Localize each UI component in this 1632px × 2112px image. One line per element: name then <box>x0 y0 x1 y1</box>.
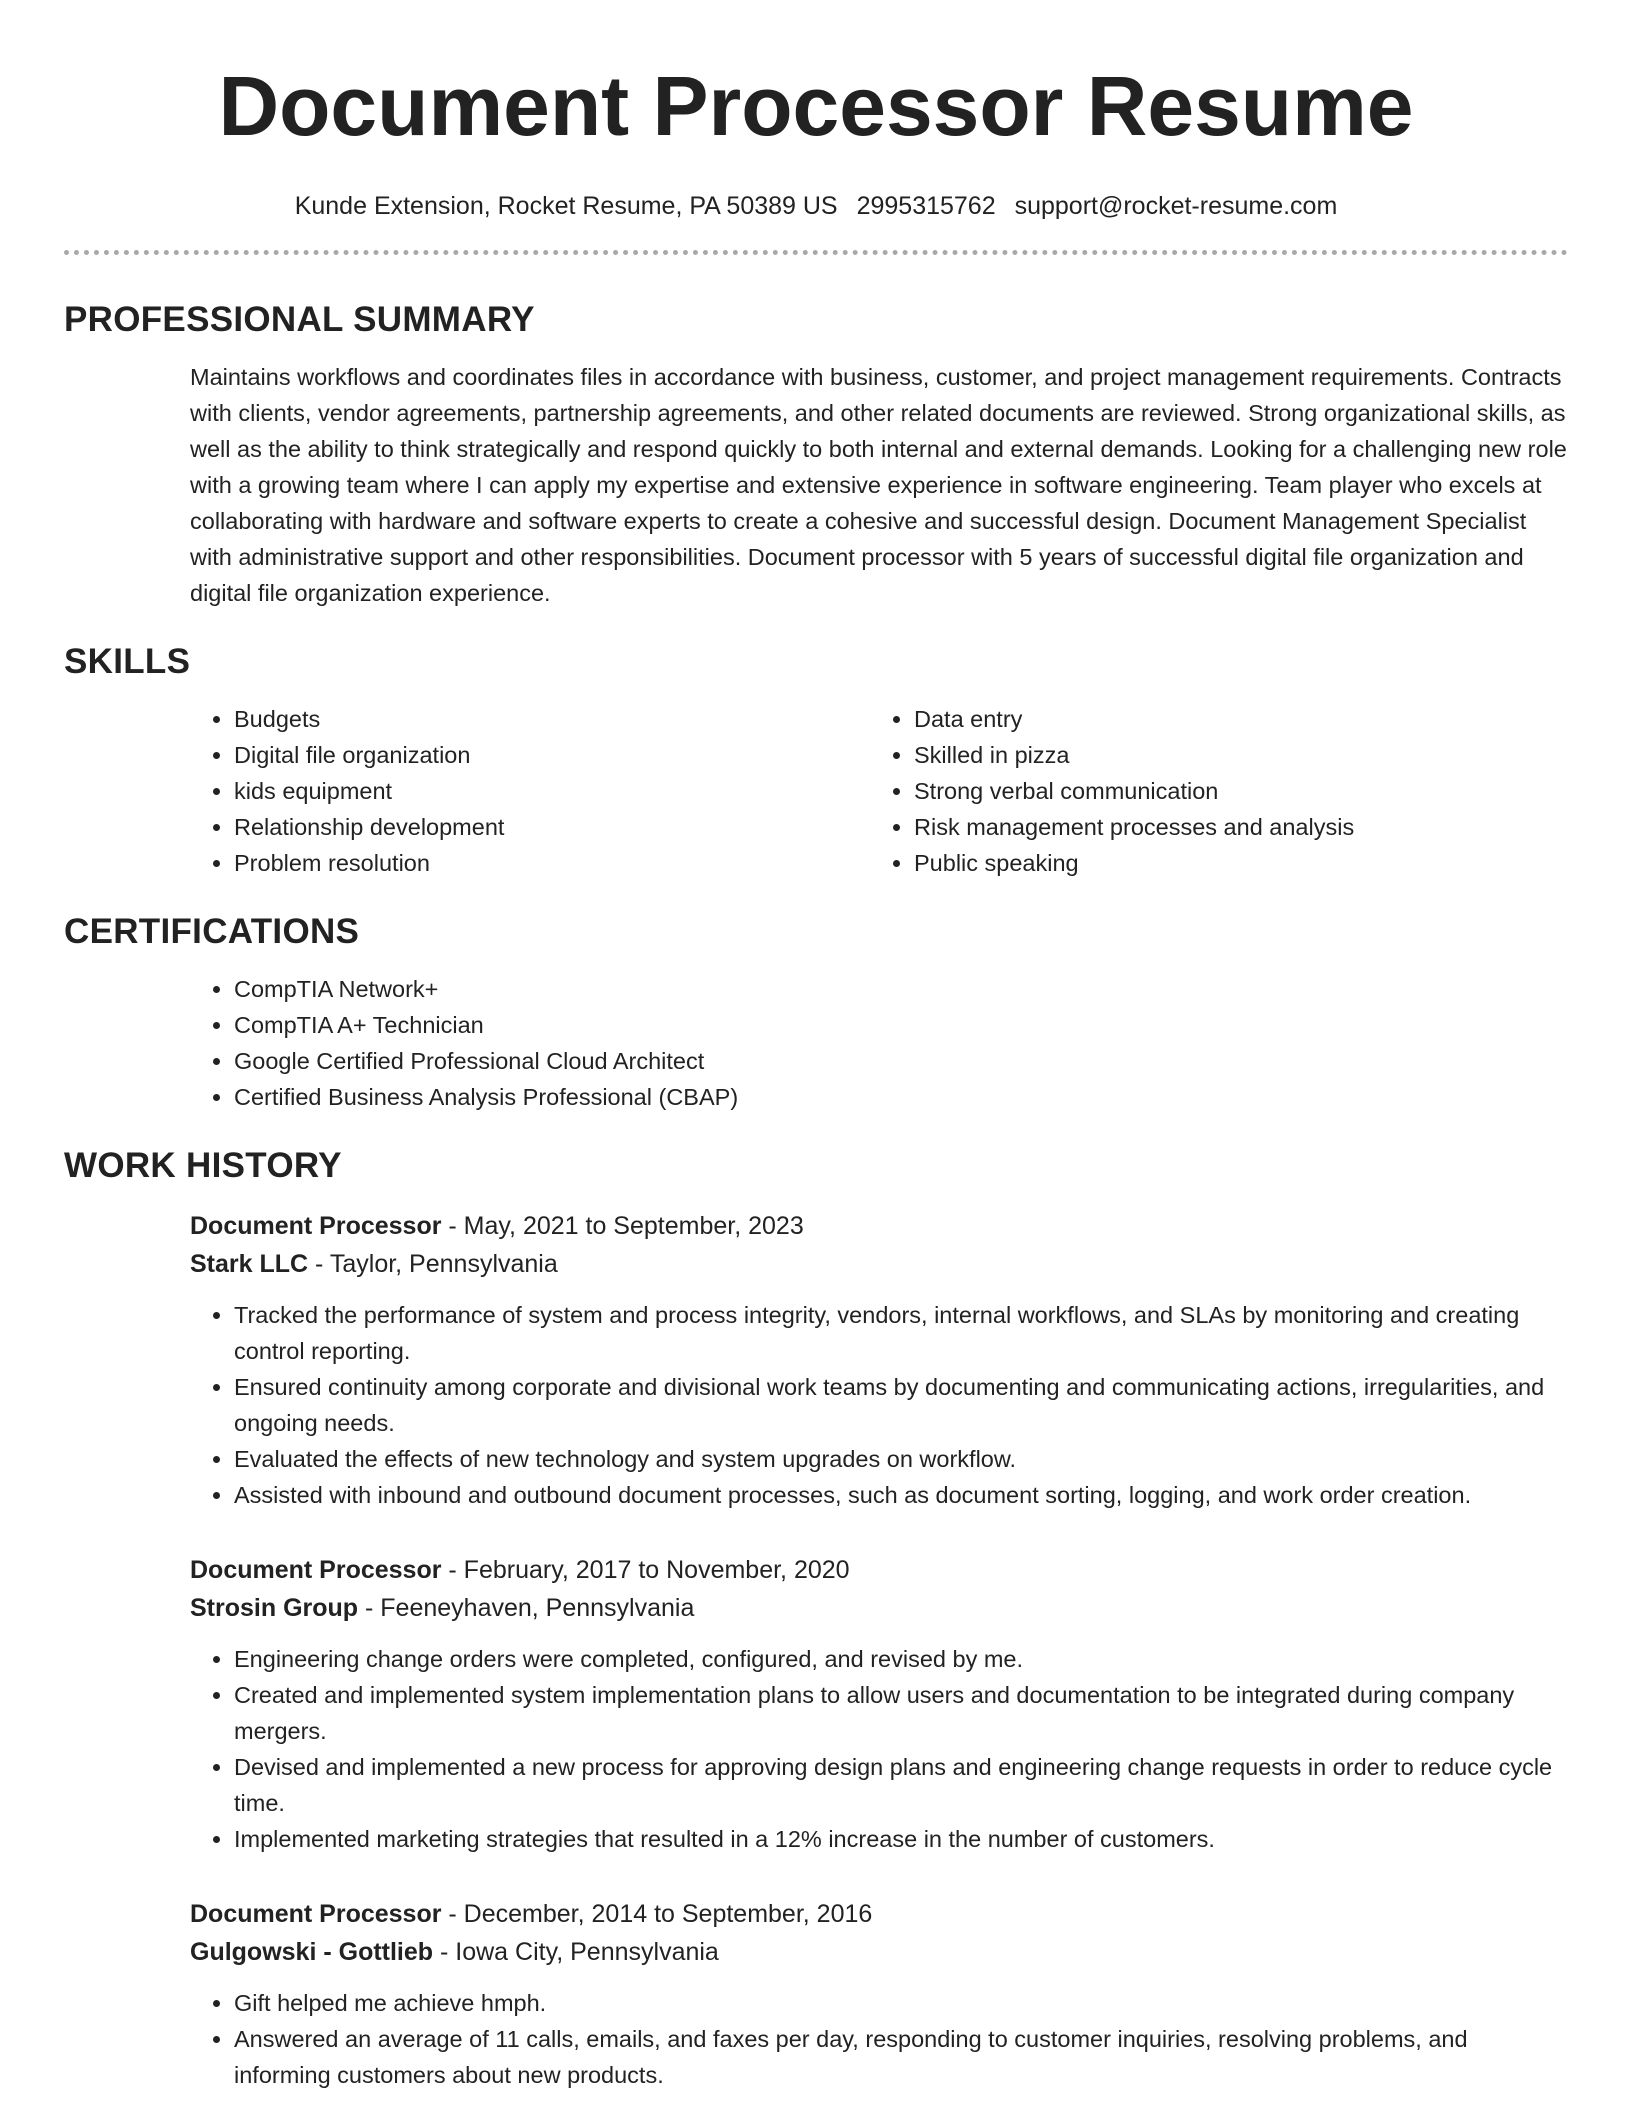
job-location: - Taylor, Pennsylvania <box>308 1250 558 1278</box>
certification-item: • Certified Business Analysis Professional (CBAP) <box>234 1079 1568 1115</box>
work-history-heading: WORK HISTORY <box>64 1146 342 1185</box>
job-bullet: • Engineering change orders were completed, configured, and revised by me. <box>234 1641 1568 1677</box>
job-bullet: • Tracked the performance of system and process integrity, vendors, internal workflows, and SLAs by monitoring and creating control reporting. <box>234 1297 1568 1369</box>
certifications-heading: CERTIFICATIONS <box>64 912 360 951</box>
skill-item: • Strong verbal communication <box>914 773 1550 809</box>
job-company: Stark LLC <box>190 1250 309 1278</box>
job-dates: - February, 2017 to November, 2020 <box>441 1556 850 1584</box>
job-role: Document Processor <box>190 1212 442 1240</box>
job-bullets <box>190 1985 1568 2093</box>
summary-text: Maintains workflows and coordinates files in accordance with business, customer, and project management requirements. Contracts with clients, vendor agreements, partnership agreements, and other related documents are reviewed. Strong organizational skills, as well as the ability to think strategically and respond quickly to both internal and external demands. Looking for a challenging new role with a growing team where I can apply my expertise and extensive experience in software engineering. Team player who excels at collaborating with hardware and software experts to create a cohesive and successful design. Document Management Specialist with administrative support and other responsibilities. Document processor with 5 years of successful digital file organization and digital file organization experience. <box>190 364 1567 606</box>
certifications-list <box>190 971 1568 1115</box>
job-bullet: • Answered an average of 11 calls, emails, and faxes per day, responding to customer inquiries, resolving problems, and informing customers about new products. <box>234 2021 1568 2093</box>
contact-address: Kunde Extension, Rocket Resume, PA 50389 US <box>294 192 838 220</box>
summary-heading: PROFESSIONAL SUMMARY <box>64 300 535 339</box>
job-bullets <box>190 1297 1568 1513</box>
contact-email[interactable]: support@rocket-resume.com <box>1014 192 1338 220</box>
job-company: Gulgowski - Gottlieb <box>190 1938 434 1966</box>
job-location: - Feeneyhaven, Pennsylvania <box>358 1594 695 1622</box>
skill-item: • Problem resolution <box>234 845 870 881</box>
job-dates: - May, 2021 to September, 2023 <box>441 1212 804 1240</box>
skills-column-right <box>870 701 1550 881</box>
job-bullet: • Ensured continuity among corporate and divisional work teams by documenting and communicating actions, irregularities, and ongoing needs. <box>234 1369 1568 1441</box>
header-divider <box>64 250 1568 255</box>
job-company-line <box>190 1933 1568 1971</box>
job-bullet: • Devised and implemented a new process for approving design plans and engineering change requests in order to reduce cycle time. <box>234 1749 1568 1821</box>
contact-phone: 2995315762 <box>856 192 996 220</box>
skills-list-left <box>190 701 870 881</box>
job-bullet: • Implemented marketing strategies that resulted in a 12% increase in the number of customers. <box>234 1821 1568 1857</box>
job-bullet: • Evaluated the effects of new technology and system upgrades on workflow. <box>234 1441 1568 1477</box>
skills-column-left <box>190 701 870 881</box>
skill-item: • Data entry <box>914 701 1550 737</box>
job-role: Document Processor <box>190 1900 442 1928</box>
skill-item: • Public speaking <box>914 845 1550 881</box>
certification-item: • Google Certified Professional Cloud Architect <box>234 1043 1568 1079</box>
skill-item: • Relationship development <box>234 809 870 845</box>
skill-item: • Budgets <box>234 701 870 737</box>
job-role: Document Processor <box>190 1556 442 1584</box>
certification-item: • CompTIA Network+ <box>234 971 1568 1007</box>
skill-item: • Risk management processes and analysis <box>914 809 1550 845</box>
job-entry <box>190 1895 1568 2093</box>
summary-section <box>190 359 1568 611</box>
job-company-line <box>190 1245 1568 1283</box>
job-role-line <box>190 1207 1568 1245</box>
contact-line <box>64 190 1568 222</box>
skill-item: • Skilled in pizza <box>914 737 1550 773</box>
job-bullet: • Assisted with inbound and outbound document processes, such as document sorting, logging, and work order creation. <box>234 1477 1568 1513</box>
job-role-line <box>190 1551 1568 1589</box>
certification-item: • CompTIA A+ Technician <box>234 1007 1568 1043</box>
job-entry <box>190 1207 1568 1513</box>
skills-list-right <box>870 701 1550 881</box>
job-entry <box>190 1551 1568 1857</box>
job-role-line <box>190 1895 1568 1933</box>
job-bullet: • Gift helped me achieve hmph. <box>234 1985 1568 2021</box>
skill-item: • kids equipment <box>234 773 870 809</box>
job-company-line <box>190 1589 1568 1627</box>
skill-item: • Digital file organization <box>234 737 870 773</box>
work-history-section <box>190 1207 1568 2093</box>
job-location: - Iowa City, Pennsylvania <box>433 1938 719 1966</box>
skills-heading: SKILLS <box>64 642 191 681</box>
job-bullets <box>190 1641 1568 1857</box>
certifications-section <box>190 971 1568 1115</box>
skills-section <box>190 701 1568 881</box>
job-bullet: • Created and implemented system implementation plans to allow users and documentation to be integrated during company mergers. <box>234 1677 1568 1749</box>
resume-title: Document Processor Resume <box>218 59 1414 153</box>
job-company: Strosin Group <box>190 1594 359 1622</box>
job-dates: - December, 2014 to September, 2016 <box>441 1900 873 1928</box>
